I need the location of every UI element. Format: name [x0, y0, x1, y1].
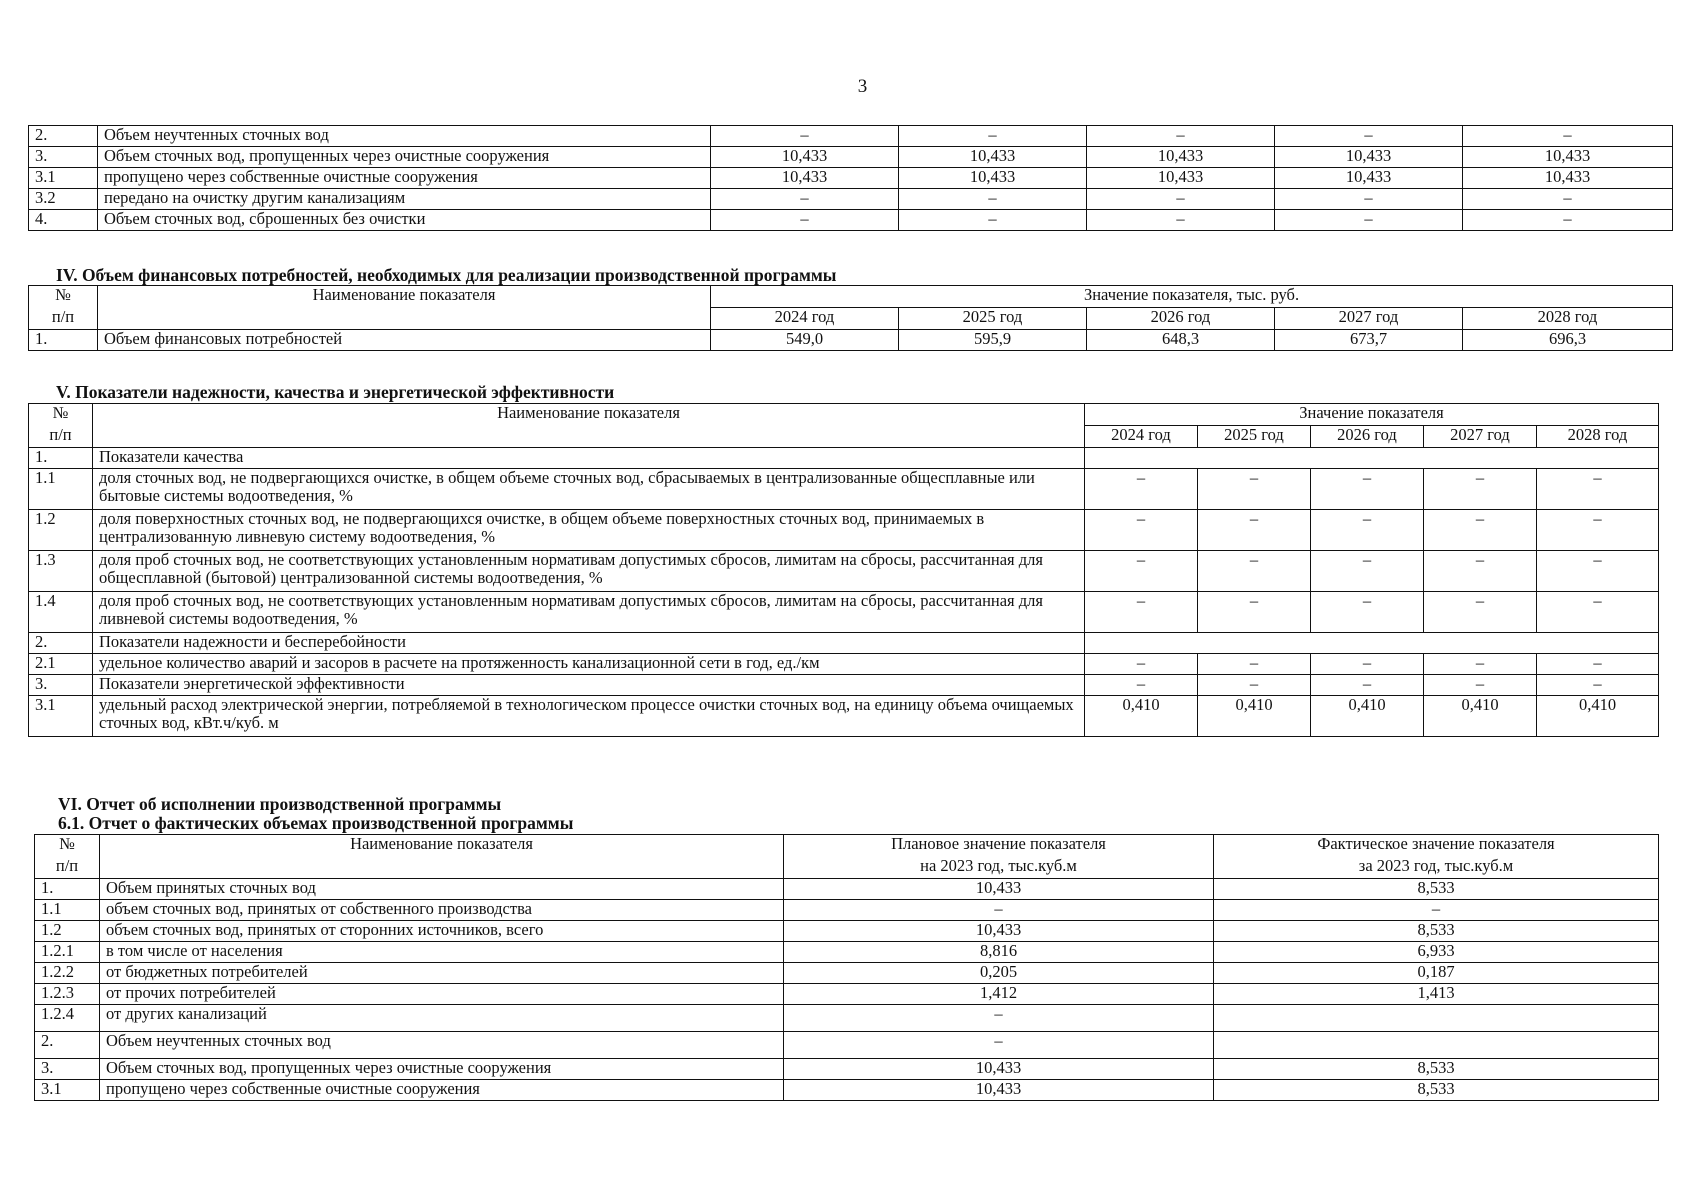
row-number: 3.1	[29, 696, 93, 737]
value-cell: 10,433	[1087, 147, 1275, 168]
col-n-header: №	[29, 404, 93, 426]
value-cell: –	[1198, 551, 1311, 592]
row-number: 2.	[29, 126, 98, 147]
value-cell: –	[1537, 592, 1659, 633]
value-cell: –	[1085, 654, 1198, 675]
reliability-quality-table	[28, 403, 1658, 737]
value-cell: –	[1275, 126, 1463, 147]
table-row	[29, 675, 1659, 696]
value-cell: 0,410	[1424, 696, 1537, 737]
value-cell: –	[1198, 510, 1311, 551]
value-cell: 0,410	[1537, 696, 1659, 737]
value-cell: 696,3	[1463, 330, 1673, 351]
value-cell: –	[899, 189, 1087, 210]
row-number: 1.3	[29, 551, 93, 592]
table-row	[29, 330, 1673, 351]
col-value-header: Значение показателя, тыс. руб.	[711, 286, 1673, 308]
table-row	[29, 210, 1673, 231]
row-number: 1.2.1	[35, 942, 100, 963]
plan-value-cell: 10,433	[784, 1059, 1214, 1080]
value-cell: –	[1087, 189, 1275, 210]
row-number: 1.2.4	[35, 1005, 100, 1032]
plan-value-cell: 0,205	[784, 963, 1214, 984]
plan-value-cell: 10,433	[784, 1080, 1214, 1101]
indicator-name: Объем сточных вод, сброшенных без очистки	[98, 210, 711, 231]
value-cell: –	[1311, 469, 1424, 510]
indicator-name: пропущено через собственные очистные сооружения	[100, 1080, 784, 1101]
value-cell: 10,433	[711, 168, 899, 189]
value-cell: 673,7	[1275, 330, 1463, 351]
value-cell: –	[1537, 510, 1659, 551]
row-number: 1.4	[29, 592, 93, 633]
value-cell: –	[1537, 469, 1659, 510]
value-cell: 0,410	[1198, 696, 1311, 737]
indicator-name: Объем неучтенных сточных вод	[100, 1032, 784, 1059]
fact-value-cell: 8,533	[1214, 879, 1659, 900]
row-number: 2.1	[29, 654, 93, 675]
year-header: 2026 год	[1311, 426, 1424, 448]
value-cell: –	[1085, 675, 1198, 696]
value-cell: –	[1085, 551, 1198, 592]
table-row	[29, 696, 1659, 737]
value-cell: 10,433	[1463, 168, 1673, 189]
value-cell: –	[1537, 654, 1659, 675]
value-cell: –	[711, 210, 899, 231]
row-number: 1.1	[35, 900, 100, 921]
fact-value-cell: 6,933	[1214, 942, 1659, 963]
col-name-header: Наименование показателя	[100, 835, 784, 857]
table-row	[29, 126, 1673, 147]
value-cell: 0,410	[1311, 696, 1424, 737]
value-cell: –	[1463, 189, 1673, 210]
year-header: 2025 год	[1198, 426, 1311, 448]
fact-value-cell: –	[1214, 900, 1659, 921]
row-number: 3.	[35, 1059, 100, 1080]
value-cell: –	[1311, 675, 1424, 696]
value-cell: –	[1198, 654, 1311, 675]
indicator-name: удельный расход электрической энергии, потребляемой в технологическом процессе очистки сточных вод, на единицу объема очищаемых сточных вод, кВт.ч/куб. м	[93, 696, 1085, 737]
value-cell: –	[1424, 551, 1537, 592]
fact-value-cell: 8,533	[1214, 921, 1659, 942]
value-cell: –	[1424, 510, 1537, 551]
table-row	[35, 1080, 1659, 1101]
indicator-name: Показатели энергетической эффективности	[93, 675, 1085, 696]
col-fact-header: Фактическое значение показателя	[1214, 835, 1659, 857]
indicator-name: Объем сточных вод, пропущенных через очистные сооружения	[100, 1059, 784, 1080]
blank-cell	[93, 426, 1085, 448]
row-number: 3.	[29, 675, 93, 696]
indicator-name: Объем принятых сточных вод	[100, 879, 784, 900]
table-row	[29, 189, 1673, 210]
value-cell: –	[1085, 510, 1198, 551]
fact-value-cell: 8,533	[1214, 1059, 1659, 1080]
row-number: 1.1	[29, 469, 93, 510]
value-cell: –	[1311, 592, 1424, 633]
fact-value-cell	[1214, 1032, 1659, 1059]
value-cell: –	[899, 210, 1087, 231]
value-cell: –	[1311, 654, 1424, 675]
table-row	[29, 551, 1659, 592]
value-cell: 549,0	[711, 330, 899, 351]
page-number: 3	[857, 76, 868, 97]
value-cell: 648,3	[1087, 330, 1275, 351]
row-number: 1.	[29, 448, 93, 469]
value-cell: –	[1275, 210, 1463, 231]
col-np-header: п/п	[35, 857, 100, 879]
col-np-header: п/п	[29, 308, 98, 330]
col-value-header: Значение показателя	[1085, 404, 1659, 426]
col-plan-header-2: на 2023 год, тыс.куб.м	[784, 857, 1214, 879]
value-cell: –	[1198, 592, 1311, 633]
blank-cell	[98, 308, 711, 330]
value-cell: 10,433	[899, 168, 1087, 189]
value-cell: –	[1085, 592, 1198, 633]
fact-value-cell	[1214, 1005, 1659, 1032]
group-row	[29, 448, 1659, 469]
row-number: 3.1	[35, 1080, 100, 1101]
indicator-name: Показатели качества	[93, 448, 1085, 469]
value-cell: –	[1463, 126, 1673, 147]
plan-value-cell: 1,412	[784, 984, 1214, 1005]
fact-value-cell: 8,533	[1214, 1080, 1659, 1101]
value-cell: –	[1087, 126, 1275, 147]
value-cell: –	[899, 126, 1087, 147]
value-cell: –	[711, 126, 899, 147]
value-cell: –	[1087, 210, 1275, 231]
value-cell: –	[1537, 675, 1659, 696]
table-row	[35, 984, 1659, 1005]
table-row	[29, 510, 1659, 551]
year-header: 2026 год	[1087, 308, 1275, 330]
year-header: 2024 год	[711, 308, 899, 330]
indicator-name: Объем сточных вод, пропущенных через очистные сооружения	[98, 147, 711, 168]
value-cell: –	[1311, 551, 1424, 592]
table-row	[29, 469, 1659, 510]
col-name-header: Наименование показателя	[98, 286, 711, 308]
col-plan-header: Плановое значение показателя	[784, 835, 1214, 857]
value-cell: –	[1537, 551, 1659, 592]
blank-cell	[100, 857, 784, 879]
financial-needs-table	[28, 285, 1652, 351]
value-cell: 10,433	[711, 147, 899, 168]
row-number: 3.2	[29, 189, 98, 210]
indicator-name: доля сточных вод, не подвергающихся очистке, в общем объеме сточных вод, сбрасываемых в централизованные общесплавные или бытовые системы водоотведения, %	[93, 469, 1085, 510]
row-number: 2.	[29, 633, 93, 654]
actual-volumes-report-table	[34, 834, 1658, 1101]
table-row	[35, 879, 1659, 900]
indicator-name: объем сточных вод, принятых от собственного производства	[100, 900, 784, 921]
row-number: 1.2	[29, 510, 93, 551]
indicator-name: удельное количество аварий и засоров в расчете на протяженность канализационной сети в год, ед./км	[93, 654, 1085, 675]
indicator-name: от других канализаций	[100, 1005, 784, 1032]
value-cell: –	[1311, 510, 1424, 551]
value-cell: 595,9	[899, 330, 1087, 351]
plan-value-cell: –	[784, 1032, 1214, 1059]
value-cell: 10,433	[1463, 147, 1673, 168]
indicator-name: объем сточных вод, принятых от сторонних источников, всего	[100, 921, 784, 942]
indicator-name: Объем неучтенных сточных вод	[98, 126, 711, 147]
plan-value-cell: –	[784, 900, 1214, 921]
table-row	[35, 963, 1659, 984]
row-number: 1.	[29, 330, 98, 351]
indicator-name: доля поверхностных сточных вод, не подвергающихся очистке, в общем объеме поверхностных сточных вод, принимаемых в централизованную ливневую систему водоотведения, %	[93, 510, 1085, 551]
col-name-header: Наименование показателя	[93, 404, 1085, 426]
table-row	[29, 168, 1673, 189]
indicator-name: от прочих потребителей	[100, 984, 784, 1005]
year-header: 2024 год	[1085, 426, 1198, 448]
col-fact-header-2: за 2023 год, тыс.куб.м	[1214, 857, 1659, 879]
value-cell: –	[1198, 675, 1311, 696]
value-cell: –	[1424, 654, 1537, 675]
fact-value-cell: 1,413	[1214, 984, 1659, 1005]
value-cell: –	[1198, 469, 1311, 510]
col-n-header: №	[35, 835, 100, 857]
indicator-name: передано на очистку другим канализациям	[98, 189, 711, 210]
year-header: 2027 год	[1424, 426, 1537, 448]
value-cell: –	[1424, 675, 1537, 696]
year-header: 2028 год	[1537, 426, 1659, 448]
row-number: 4.	[29, 210, 98, 231]
table-row	[29, 654, 1659, 675]
value-cell: 0,410	[1085, 696, 1198, 737]
section-iv-title: IV. Объем финансовых потребностей, необходимых для реализации производственной программы	[56, 265, 837, 285]
row-number: 1.2.3	[35, 984, 100, 1005]
row-number: 1.	[35, 879, 100, 900]
indicator-name: в том числе от населения	[100, 942, 784, 963]
table-row	[35, 942, 1659, 963]
indicator-name: Объем финансовых потребностей	[98, 330, 711, 351]
empty-value-cell	[1085, 448, 1659, 469]
year-header: 2027 год	[1275, 308, 1463, 330]
empty-value-cell	[1085, 633, 1659, 654]
plan-value-cell: 8,816	[784, 942, 1214, 963]
value-cell: –	[1424, 469, 1537, 510]
value-cell: 10,433	[1275, 168, 1463, 189]
table-row	[35, 1059, 1659, 1080]
plan-value-cell: 10,433	[784, 921, 1214, 942]
value-cell: –	[711, 189, 899, 210]
group-row	[29, 633, 1659, 654]
indicator-name: доля проб сточных вод, не соответствующих установленным нормативам допустимых сбросов, лимитам на сбросы, рассчитанная для ливневой системы водоотведения, %	[93, 592, 1085, 633]
value-cell: 10,433	[1087, 168, 1275, 189]
indicator-name: доля проб сточных вод, не соответствующих установленным нормативам допустимых сбросов, лимитам на сбросы, рассчитанная для общесплавной (бытовой) централизованной системы водоотведения, %	[93, 551, 1085, 592]
plan-value-cell: –	[784, 1005, 1214, 1032]
value-cell: –	[1275, 189, 1463, 210]
year-header: 2025 год	[899, 308, 1087, 330]
table-row	[35, 1005, 1659, 1032]
table-row	[29, 592, 1659, 633]
indicator-name: от бюджетных потребителей	[100, 963, 784, 984]
col-n-header: №	[29, 286, 98, 308]
value-cell: –	[1085, 469, 1198, 510]
row-number: 1.2	[35, 921, 100, 942]
plan-value-cell: 10,433	[784, 879, 1214, 900]
table-row	[29, 147, 1673, 168]
volumes-table-continued	[28, 125, 1652, 231]
fact-value-cell: 0,187	[1214, 963, 1659, 984]
section-v-title: V. Показатели надежности, качества и энергетической эффективности	[56, 382, 615, 402]
table-row	[35, 1032, 1659, 1059]
section-vi-title: VI. Отчет об исполнении производственной программы	[58, 794, 502, 814]
value-cell: –	[1463, 210, 1673, 231]
row-number: 3.1	[29, 168, 98, 189]
value-cell: 10,433	[1275, 147, 1463, 168]
value-cell: –	[1424, 592, 1537, 633]
table-row	[35, 900, 1659, 921]
indicator-name: Показатели надежности и бесперебойности	[93, 633, 1085, 654]
col-np-header: п/п	[29, 426, 93, 448]
value-cell: 10,433	[899, 147, 1087, 168]
year-header: 2028 год	[1463, 308, 1673, 330]
section-6-1-subtitle: 6.1. Отчет о фактических объемах производственной программы	[58, 813, 574, 833]
row-number: 2.	[35, 1032, 100, 1059]
row-number: 3.	[29, 147, 98, 168]
row-number: 1.2.2	[35, 963, 100, 984]
table-row	[35, 921, 1659, 942]
indicator-name: пропущено через собственные очистные сооружения	[98, 168, 711, 189]
